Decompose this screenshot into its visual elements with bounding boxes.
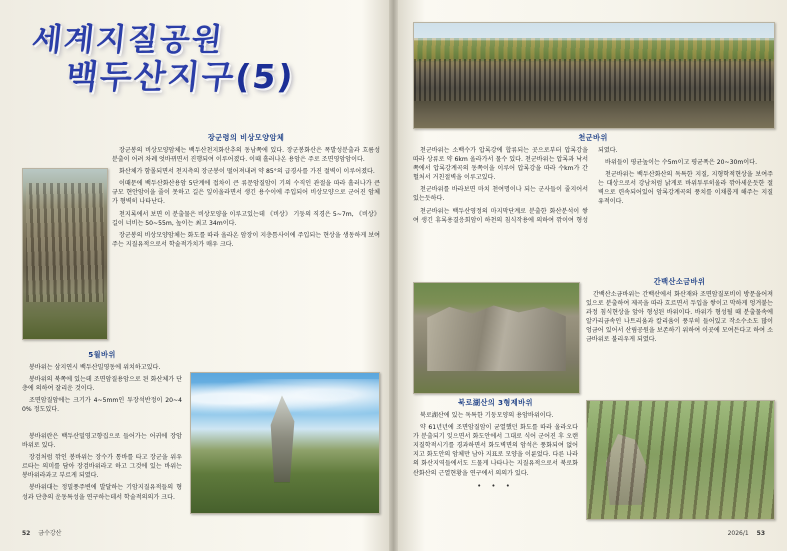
paragraph: 조면암질암에는 크기가 4~5mm인 투장석반정이 20~40% 정도있다. [22, 397, 182, 414]
left-section-1-heading: 장군령의 비상모양암체 [207, 133, 285, 142]
right-section-1-columns [413, 146, 773, 225]
right-section-3 [413, 398, 578, 490]
left-section-2-cont [22, 432, 182, 505]
right-footer-text: 2026/1 [727, 530, 749, 537]
paragraph: 봉바위는 삼지연시 백두산밀영동에 위치하고있다. [29, 364, 161, 371]
end-mark: • • • [477, 481, 514, 490]
paragraph: 천지록에서 보면 이 분출물은 비상모양을 이루고있는데 《비상》 기둥의 직경은 5~7m, 《비상》 길이 너비는 50~55m, 높이는 최고 34m이다. [112, 210, 380, 227]
title-line-2-text: 백두산지구 [64, 57, 238, 96]
paragraph: 바위들이 평균높이는 수5m이고 평균폭은 20~30m이다. [605, 159, 758, 167]
photo-ganbaeksan-salt-rock [413, 282, 580, 394]
photo-three-brothers-rock [586, 400, 775, 520]
right-page [394, 0, 787, 551]
right-page-number: 53 [756, 530, 765, 537]
paragraph: 간백산소금바위는 간백산에서 화산재와 조면암질포비이 방문을어져 있으로 분출하여 제곡을 따라 흐르면서 두입을 쌓이고 막하게 엉겨붙는 과정 침식현상을 앞아 형성된 바위이다. 바위가 형성될 때 분출물속에 알카리금속인 나트리움과 칼리움이 풍부히 들어있고 작소수소도 많이 엉금어 있어서 산림공원을 보존하기 위하여 이곳에 모여든다고 하여 소금바위로 불리우게 되였다. [586, 291, 773, 344]
paragraph: 이때문에 백두산화산용암 5단계에 접차이 큰 류문암질암이 기의 수직인 관절을 따라 흘러나가 큰 규모 현안암이을 줄이 못하고 길은 잎이올라면서 생긴 용수이에 주입되어 비상모양으로 군어진 암체가 형벽히 나타난다. [112, 180, 380, 206]
right-section-1 [413, 133, 773, 225]
paragraph: 장군봉의 비상모양암체는 화도를 따라 올라온 암장이 지층틈사이에 주입되는 현상을 생동하게 보여주는 지질유적으로서 학술적가치가 매우 크다. [112, 231, 380, 248]
right-section-2-heading: 간백산소금바위 [653, 277, 706, 286]
left-section-2-heading: 5월바위 [88, 350, 116, 359]
photo-jangguns-cliff [22, 168, 108, 340]
right-section-1-heading: 천군바위 [578, 133, 608, 142]
paragraph: 봉바위대는 정밀풍주변에 발달하는 기암지질유적들의 형성과 단층의 운동특성을 연구하는데서 학술적의의가 크다. [22, 484, 182, 501]
paragraph: 천군바위를 바라보면 마치 천여명이나 되는 군사들이 줄지어서있는듯하다. [413, 186, 588, 203]
paragraph: 천군바위는 백두산영정의 마지막단계로 분출한 화산분석이 쌓여 생긴 휴록용결응회암이 하천의 침식작용에 의하여 깎이여 형성되였다. [413, 147, 618, 224]
right-footer [728, 530, 765, 537]
paragraph: 화산체가 함몰되면서 천지측의 장군봉이 떨어져내려 약 85°의 급경사를 가진 절벽이 이루어졌다. [119, 168, 375, 176]
paragraph: 천군바위는 소백수가 압록강에 합류되는 곳으로부터 압록강을 따라 상류로 약 6km 올라가서 물수 있다. 천군바위는 압록과 낙서쪽에서 압록강계곡의 동쪽이을 이루어 압록강을 따라 수km가 간헐처서 거친절벽을 이루고있다. [413, 147, 588, 182]
left-footer [22, 528, 61, 537]
left-page [0, 0, 393, 551]
paragraph: 천군바위는 백두산화산의 독특한 지질, 지형학적현상을 보여주는 대상으로서 강남처럼 낡게로 바위투루히올라 깎아세운듯한 절벽으로 련속되어있어 암록강계곡의 풍치를 이채롭게 해주는 지질유적이다. [598, 171, 773, 206]
photo-bongbawi-peak [190, 372, 380, 514]
title-line-2 [22, 58, 366, 96]
page-gutter [389, 0, 398, 551]
paragraph: 봉바위의 북쪽에 있는데 조면암질용암으로 된 화산체가 단층에 의하여 잘리운 것이다. [22, 376, 182, 393]
paragraph: 약 61년년에 조면암질암이 균열했던 화도를 따라 올라오다가 분출되기 잊으면서 화도안에서 그대로 식어 군어진 후 오랜 지질학적시기를 경과하면서 화도벽면의 암석은 풍화되여 없어지고 화도안의 암체만 남아 지표로 모양을 이룬었다. 다른 나라의 화산지역들에서도 드물게 나타나는 지질유적으로서 북로화산화산의 근열현황을 연구에서 의의가 있다. [413, 424, 578, 477]
right-section-3-heading: 북로湖산의 3형제바위 [458, 398, 533, 407]
paragraph: 봉바위란은 백두산밀영고향집으로 들어가는 어귀에 장암바위로 있다. [22, 433, 182, 450]
paragraph: 북로湖산에 있는 독특한 기둥모양의 용암바위이다. [420, 412, 554, 419]
paragraph: 장군봉의 비상모양암체는 백두산천지화산추의 동남쪽에 있다. 장군봉화산은 폭발성분출과 흐름성분출이 어려 차례 엇바뀌면서 진행되여 이루어졌다. 이때 흘러나온 용암은 주로 조면영암암이다. [112, 147, 380, 164]
left-section-2 [22, 350, 182, 417]
left-section-1 [112, 133, 380, 252]
article-title [24, 22, 364, 120]
title-part-number: (5) [233, 57, 297, 96]
left-page-number: 52 [22, 530, 31, 537]
left-footer-text: 금수강산 [38, 530, 62, 537]
right-section-2 [586, 277, 773, 348]
photo-cheongun-canyon [413, 22, 775, 129]
paragraph: 장검처럼 깎인 봉바위는 장수가 통바를 타고 장군을 위우르타는 의미를 담아 장검바위라고 하고 그것에 있는 바위는 봉바위라과고 부르게 되였다. [22, 454, 182, 480]
title-line-1: 세계지질공원 [30, 22, 226, 58]
